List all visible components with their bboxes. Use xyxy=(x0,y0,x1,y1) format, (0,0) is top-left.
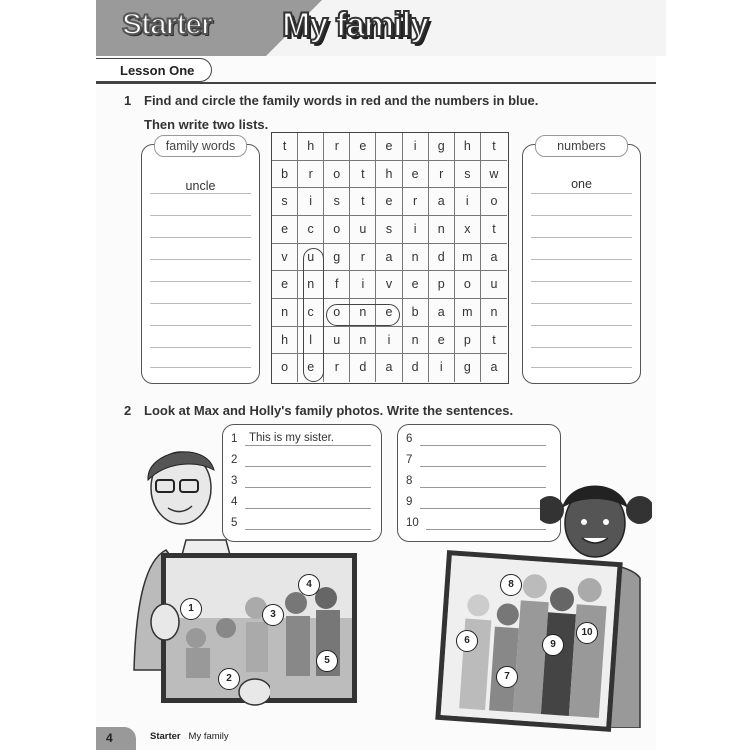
right-speech-bubble xyxy=(397,424,561,542)
sentence-number: 6 xyxy=(406,433,413,445)
grid-cell[interactable]: n xyxy=(350,299,376,327)
grid-cell[interactable]: r xyxy=(350,244,376,272)
exercise1-instruction-2: Then write two lists. xyxy=(144,117,269,132)
boy-hands xyxy=(150,592,270,712)
photo-number-badge: 9 xyxy=(542,634,564,656)
grid-cell[interactable]: r xyxy=(429,161,455,189)
grid-cell[interactable]: i xyxy=(376,327,402,355)
grid-cell[interactable]: n xyxy=(403,244,429,272)
exercise2-instruction: 2 Look at Max and Holly's family photos. Write the sentences. xyxy=(124,403,514,418)
page-number: 4 xyxy=(96,727,136,750)
grid-cell[interactable]: i xyxy=(350,271,376,299)
grid-cell[interactable]: n xyxy=(350,327,376,355)
photo-number-badge: 10 xyxy=(576,622,598,644)
grid-cell[interactable]: b xyxy=(272,161,298,189)
grid-cell[interactable]: p xyxy=(455,327,481,355)
grid-cell[interactable]: o xyxy=(324,216,350,244)
grid-cell[interactable]: h xyxy=(376,161,402,189)
grid-cell[interactable]: f xyxy=(324,271,350,299)
exercise1-instruction: 1 Find and circle the family words in red and the numbers in blue. xyxy=(124,93,539,108)
grid-cell[interactable]: i xyxy=(403,216,429,244)
grid-cell[interactable]: b xyxy=(403,299,429,327)
grid-cell[interactable]: e xyxy=(376,188,402,216)
sentence-number: 8 xyxy=(406,475,413,487)
grid-cell[interactable]: o xyxy=(481,188,507,216)
grid-cell[interactable]: t xyxy=(350,188,376,216)
grid-cell[interactable]: t xyxy=(481,327,507,355)
sentence-number: 7 xyxy=(406,454,413,466)
sentence-number: 1 xyxy=(231,433,238,445)
footer-title: Starter My family xyxy=(150,731,229,742)
sentence-line[interactable] xyxy=(406,496,551,512)
page-footer xyxy=(96,727,656,750)
grid-cell[interactable]: t xyxy=(481,133,507,161)
photo-number-badge: 2 xyxy=(218,668,240,690)
grid-cell[interactable]: n xyxy=(429,216,455,244)
grid-cell[interactable]: h xyxy=(272,327,298,355)
grid-cell[interactable]: i xyxy=(403,133,429,161)
grid-cell[interactable]: e xyxy=(350,133,376,161)
photo-number-badge: 6 xyxy=(456,630,478,652)
grid-cell[interactable]: h xyxy=(298,133,324,161)
grid-cell[interactable]: a xyxy=(429,299,455,327)
photo-number-badge: 3 xyxy=(262,604,284,626)
grid-cell[interactable]: h xyxy=(455,133,481,161)
grid-cell[interactable]: i xyxy=(298,188,324,216)
grid-cell[interactable]: e xyxy=(429,327,455,355)
grid-cell[interactable]: n xyxy=(481,299,507,327)
grid-cell[interactable]: t xyxy=(350,161,376,189)
grid-cell[interactable]: o xyxy=(455,271,481,299)
sentence-line[interactable] xyxy=(406,454,551,470)
circled-word-one xyxy=(326,304,400,326)
grid-cell[interactable]: d xyxy=(403,354,429,382)
sentence-number: 4 xyxy=(231,496,238,508)
grid-cell[interactable]: a xyxy=(490,360,498,375)
grid-cell[interactable]: g xyxy=(324,244,350,272)
grid-cell[interactable]: t xyxy=(272,133,298,161)
grid-cell[interactable]: r xyxy=(298,161,324,189)
grid-cell[interactable]: t xyxy=(481,216,507,244)
grid-cell[interactable]: n xyxy=(403,327,429,355)
sentence-line[interactable] xyxy=(406,475,551,491)
lesson-tab: Lesson One xyxy=(96,58,212,82)
grid-cell[interactable]: p xyxy=(429,271,455,299)
photo-number-badge: 1 xyxy=(180,598,202,620)
grid-cell[interactable]: i xyxy=(429,354,455,382)
grid-cell[interactable]: u xyxy=(350,216,376,244)
grid-cell[interactable]: e xyxy=(403,161,429,189)
circled-word-uncle xyxy=(303,248,324,382)
photo-number-badge: 7 xyxy=(496,666,518,688)
sentence-number: 5 xyxy=(231,517,238,529)
grid-cell[interactable]: l xyxy=(298,327,324,355)
grid-cell[interactable]: m xyxy=(455,244,481,272)
grid-cell[interactable]: r xyxy=(324,354,350,382)
family-words-title: family words xyxy=(154,135,247,157)
grid-cell[interactable]: o xyxy=(272,354,298,382)
grid-cell[interactable]: a xyxy=(481,244,507,272)
page-margin xyxy=(0,0,96,750)
sentence-line[interactable] xyxy=(406,433,551,449)
grid-cell[interactable]: g xyxy=(455,354,481,382)
grid-cell[interactable]: c xyxy=(298,299,324,327)
family-words-box xyxy=(141,139,260,384)
numbers-title: numbers xyxy=(535,135,628,157)
grid-cell[interactable]: u xyxy=(481,271,507,299)
sentence-text: This is my sister. xyxy=(249,432,334,444)
photo-number-badge: 4 xyxy=(298,574,320,596)
family-words-example: uncle xyxy=(185,179,216,193)
photo-number-badge: 5 xyxy=(316,650,338,672)
grid-cell[interactable]: u xyxy=(324,327,350,355)
grid-cell[interactable]: v xyxy=(272,244,298,272)
grid-cell[interactable]: u xyxy=(298,244,324,272)
grid-cell[interactable]: r xyxy=(403,188,429,216)
numbers-box xyxy=(522,139,641,384)
sentence-number: 2 xyxy=(231,454,238,466)
grid-cell[interactable]: m xyxy=(455,299,481,327)
grid-cell[interactable]: e xyxy=(376,299,402,327)
grid-cell[interactable]: c xyxy=(298,216,324,244)
grid-cell[interactable]: e xyxy=(298,354,324,382)
sentence-number: 10 xyxy=(406,517,419,529)
lesson-divider xyxy=(96,82,656,84)
grid-cell[interactable]: o xyxy=(324,299,350,327)
grid-cell[interactable]: i xyxy=(455,188,481,216)
sentence-number: 3 xyxy=(231,475,238,487)
sentence-number: 9 xyxy=(406,496,413,508)
grid-cell[interactable]: r xyxy=(324,133,350,161)
unit-title: My family xyxy=(282,6,428,44)
grid-cell[interactable]: o xyxy=(324,161,350,189)
grid-cell[interactable]: d xyxy=(350,354,376,382)
grid-cell[interactable]: a xyxy=(376,244,402,272)
grid-cell[interactable]: e xyxy=(272,216,298,244)
grid-cell[interactable]: g xyxy=(429,133,455,161)
grid-cell[interactable]: d xyxy=(429,244,455,272)
grid-cell[interactable]: s xyxy=(455,161,481,189)
sentence-line[interactable] xyxy=(406,517,551,533)
grid-cell[interactable]: n xyxy=(298,271,324,299)
grid-cell[interactable]: e xyxy=(272,271,298,299)
grid-cell[interactable]: s xyxy=(324,188,350,216)
grid-cell[interactable]: e xyxy=(376,133,402,161)
grid-cell[interactable]: e xyxy=(403,271,429,299)
grid-cell[interactable]: w xyxy=(481,161,507,189)
numbers-example: one xyxy=(571,177,592,191)
grid-cell[interactable]: s xyxy=(272,188,298,216)
grid-cell[interactable]: s xyxy=(376,216,402,244)
starter-label: Starter xyxy=(122,8,212,41)
grid-cell[interactable]: v xyxy=(376,271,402,299)
photo-number-badge: 8 xyxy=(500,574,522,596)
grid-cell[interactable]: a xyxy=(376,354,402,382)
grid-cell[interactable]: n xyxy=(272,299,298,327)
grid-cell[interactable]: a xyxy=(429,188,455,216)
grid-cell[interactable]: x xyxy=(455,216,481,244)
